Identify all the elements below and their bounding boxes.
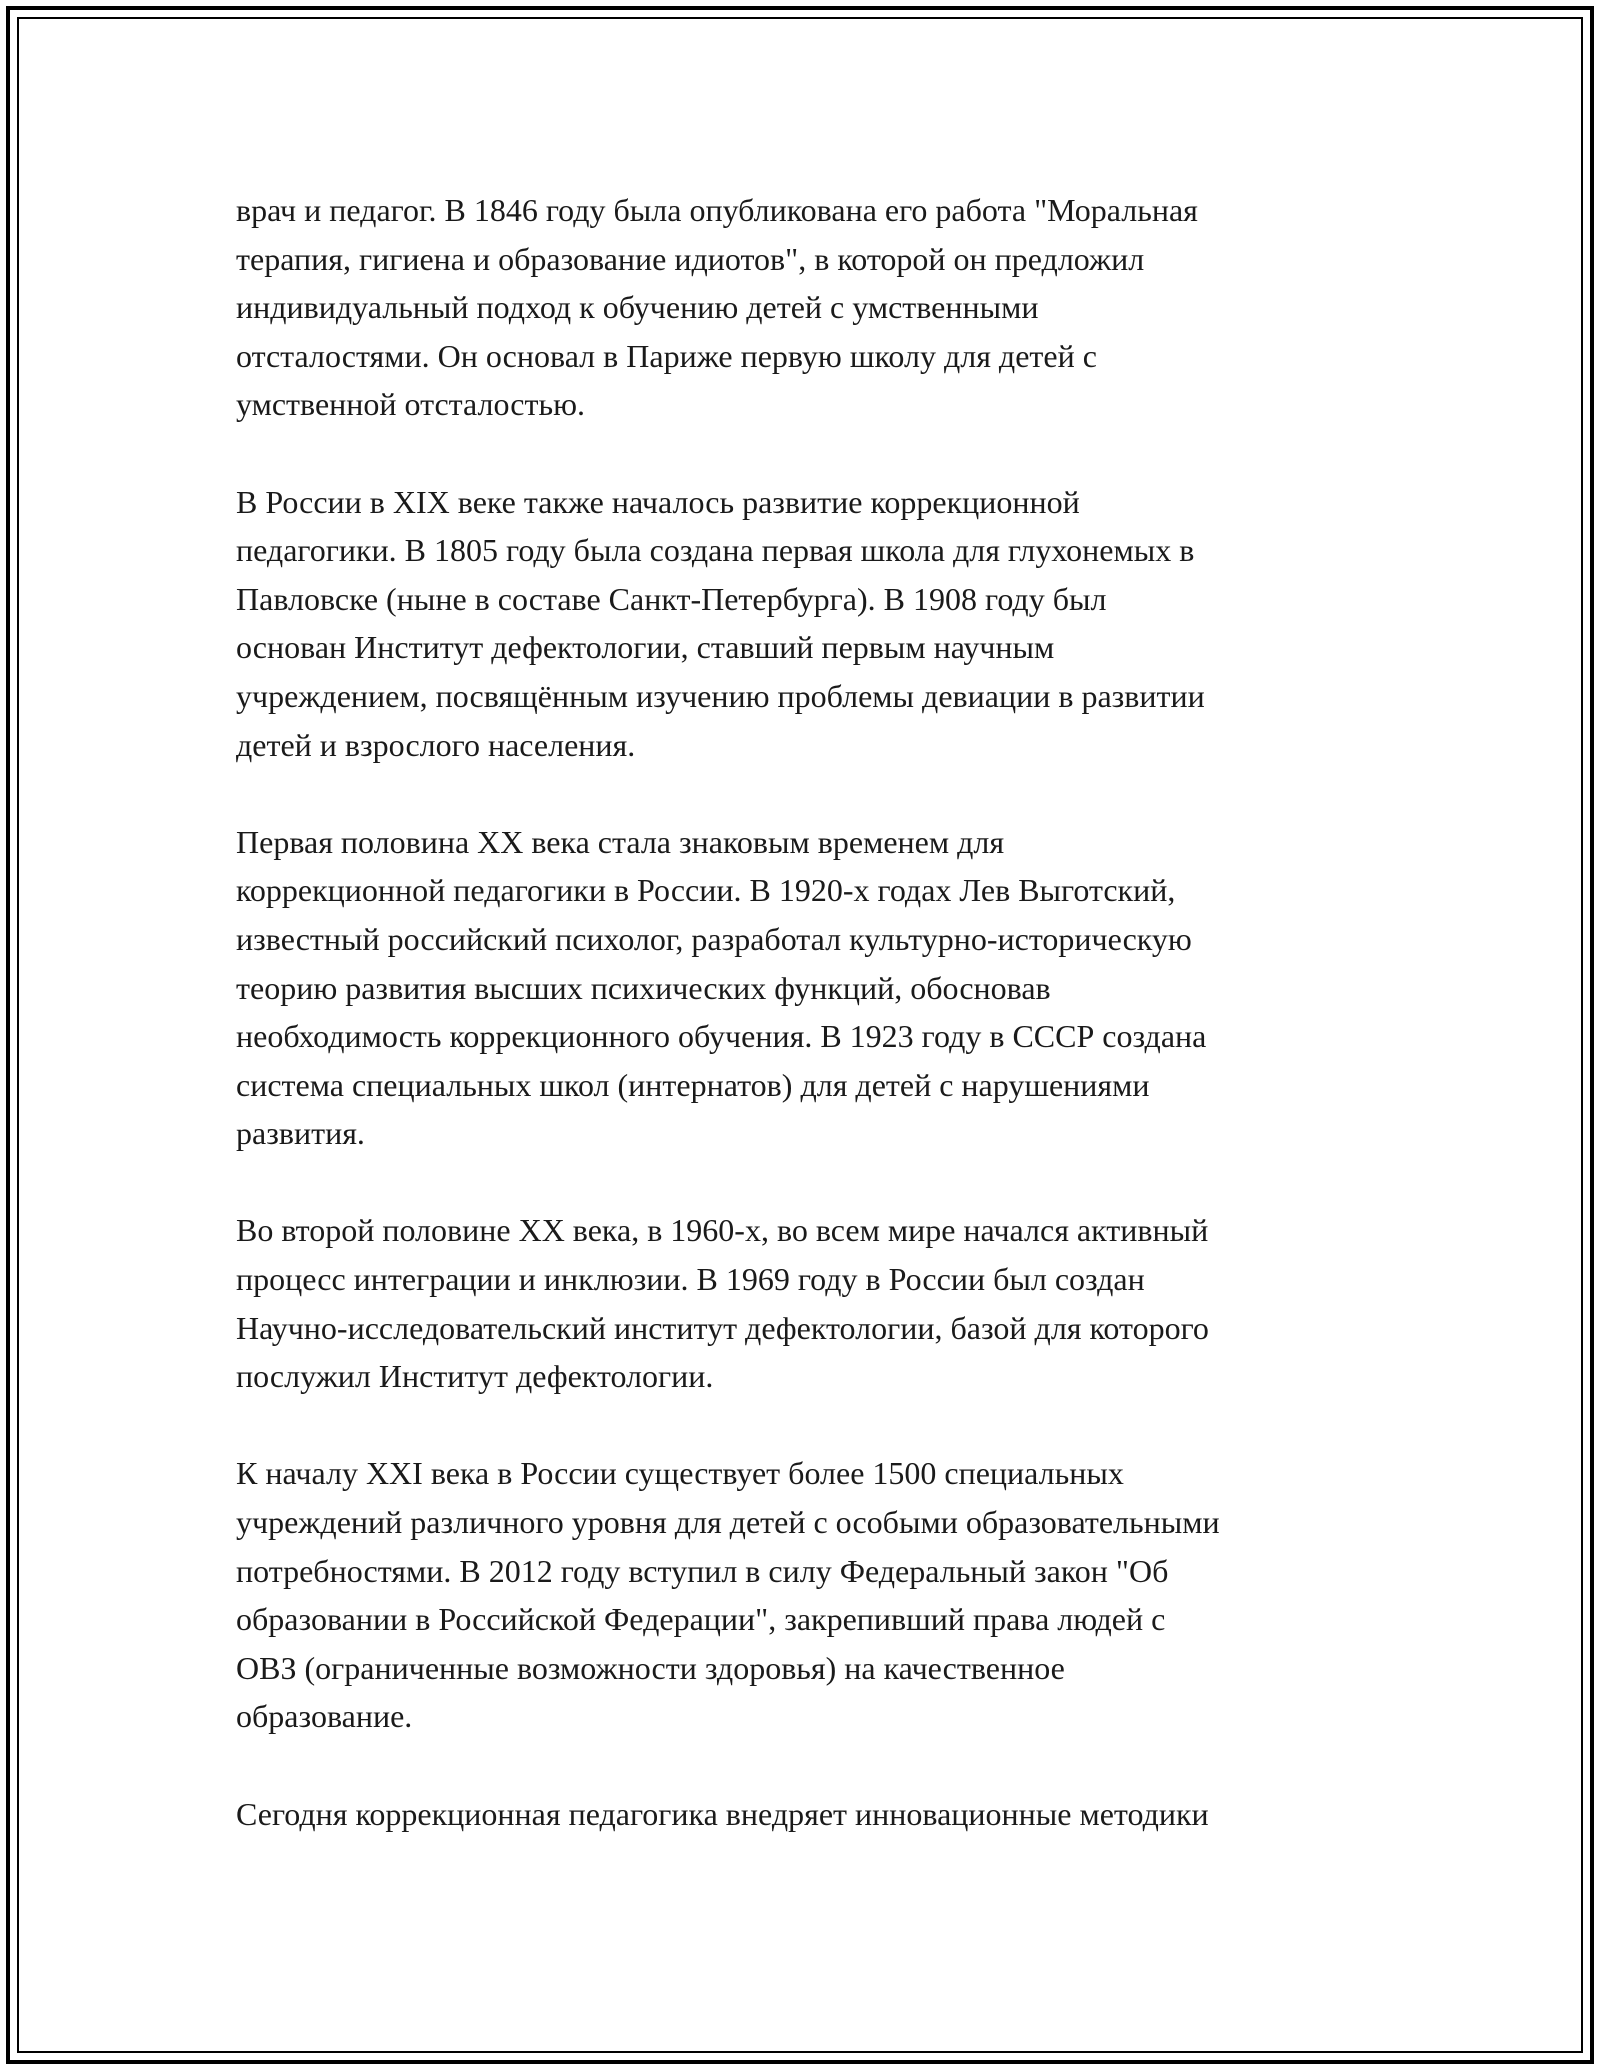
- text-line: отсталостями. Он основал в Париже первую школу для детей с: [236, 337, 1097, 374]
- text-line: необходимость коррекционного обучения. В 1923 году в СССР создана: [236, 1018, 1207, 1055]
- text-line: учреждением, посвящённым изучению проблемы девиации в развитии: [236, 677, 1205, 714]
- text-line: потребностями. В 2012 году вступил в силу Федеральный закон "Об: [236, 1552, 1169, 1589]
- text-line: система специальных школ (интернатов) для детей с нарушениями: [236, 1066, 1150, 1103]
- text-line: образование.: [236, 1698, 413, 1735]
- text-line: Научно-исследовательский институт дефектологии, базой для которого: [236, 1309, 1209, 1346]
- text-line: Сегодня коррекционная педагогика внедряет инновационные методики: [236, 1795, 1209, 1832]
- text-line: детей и взрослого населения.: [236, 726, 636, 763]
- text-line: Первая половина XX века стала знаковым временем для: [236, 823, 1005, 860]
- paragraph: [236, 1449, 1366, 1741]
- text-line: К началу XXI века в России существует более 1500 специальных: [236, 1455, 1124, 1492]
- text-line: Павловске (ныне в составе Санкт-Петербурга). В 1908 году был: [236, 580, 1107, 617]
- paragraph: [236, 1206, 1366, 1400]
- paragraph: [236, 478, 1366, 770]
- paragraph: [236, 186, 1366, 429]
- text-line: ОВЗ (ограниченные возможности здоровья) на качественное: [236, 1649, 1065, 1686]
- text-line: образовании в Российской Федерации", закрепивший права людей с: [236, 1601, 1166, 1638]
- text-line: терапия, гигиена и образование идиотов", в которой он предложил: [236, 240, 1145, 277]
- text-line: теорию развития высших психических функций, обосновав: [236, 969, 1051, 1006]
- paragraph: [236, 818, 1366, 1158]
- text-line: процесс интеграции и инклюзии. В 1969 году в России был создан: [236, 1261, 1145, 1298]
- text-line: врач и педагог. В 1846 году была опубликована его работа "Моральная: [236, 192, 1198, 228]
- text-line: известный российский психолог, разработал культурно-историческую: [236, 920, 1192, 957]
- text-line: основан Институт дефектологии, ставший первым научным: [236, 629, 1055, 666]
- paragraph: [236, 1790, 1366, 1839]
- text-line: послужил Институт дефектологии.: [236, 1358, 714, 1395]
- text-line: учреждений различного уровня для детей с особыми образовательными: [236, 1504, 1220, 1541]
- text-line: развития.: [236, 1115, 365, 1152]
- text-line: Во второй половине XX века, в 1960-х, во всем мире начался активный: [236, 1212, 1209, 1249]
- text-line: умственной отсталостью.: [236, 386, 585, 423]
- text-line: В России в XIX веке также началось развитие коррекционной: [236, 483, 1080, 520]
- text-line: коррекционной педагогики в России. В 1920-х годах Лев Выготский,: [236, 872, 1176, 909]
- document-body: [236, 186, 1366, 1887]
- text-line: индивидуальный подход к обучению детей с умственными: [236, 289, 1039, 326]
- text-line: педагогики. В 1805 году была создана первая школа для глухонемых в: [236, 532, 1195, 569]
